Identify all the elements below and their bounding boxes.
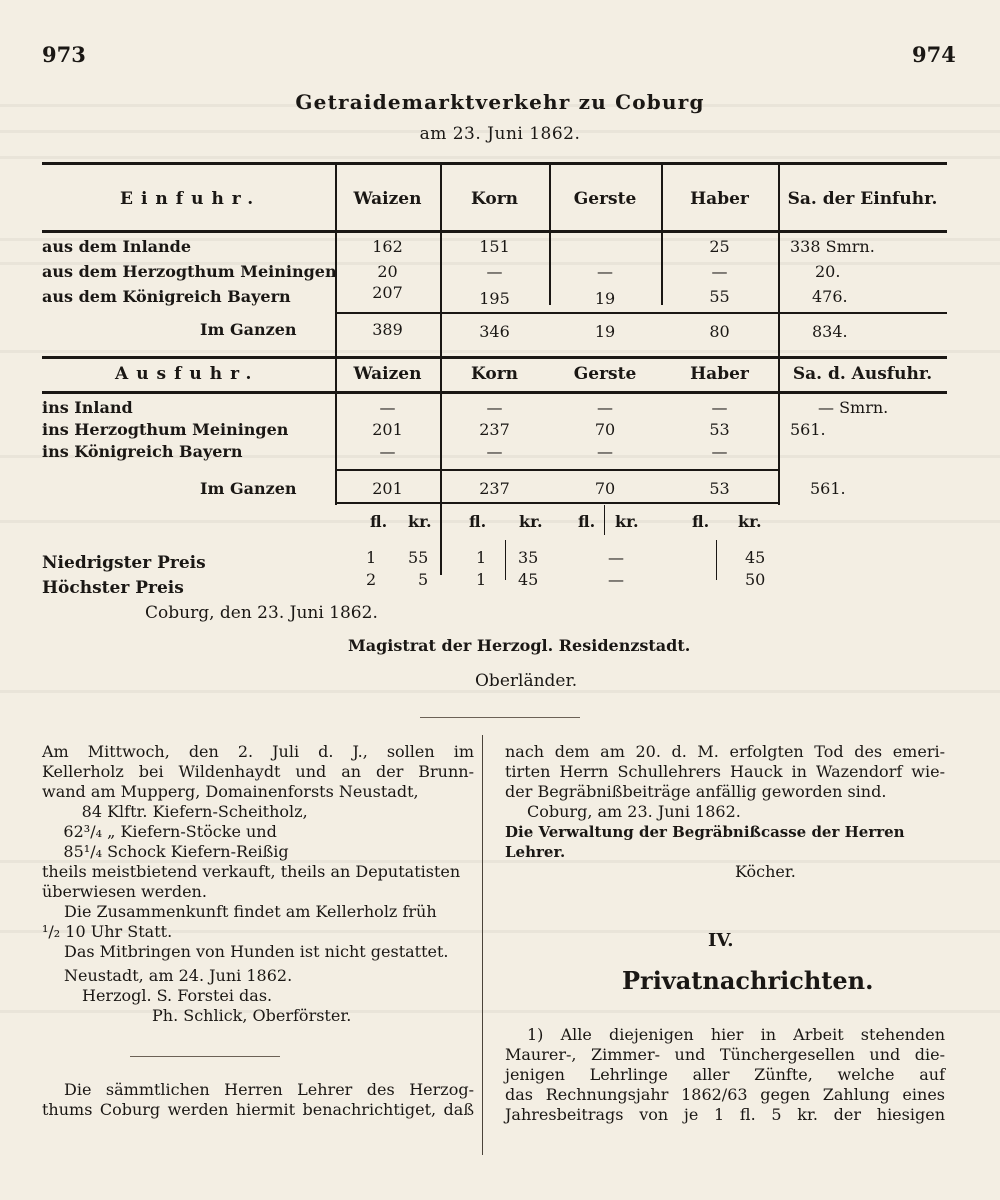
- export-row-label: ins Königreich Bayern: [42, 442, 243, 461]
- export-total-rule: [335, 502, 780, 504]
- notice-line: Die sämmtlichen Herren Lehrer des Herzog-: [64, 1080, 474, 1099]
- market-place-date: Coburg, den 23. Juni 1862.: [145, 603, 378, 623]
- price-korn-kr: 45: [518, 570, 539, 589]
- export-total-sum: 561.: [810, 479, 846, 498]
- page-number-right: 974: [912, 42, 956, 67]
- import-row-haber: —: [711, 262, 728, 281]
- import-row-sum: 476.: [812, 287, 848, 306]
- column-divider: [482, 735, 483, 1155]
- export-row-sum: 561.: [790, 420, 826, 439]
- burial-org: Die Verwaltung der Begräbnißcasse der Herren Lehrer.: [505, 823, 905, 861]
- market-signature: Oberländer.: [475, 671, 578, 691]
- table-top-rule: [42, 162, 947, 165]
- price-haber-kr: 45: [745, 548, 766, 567]
- col-header-waizen: Waizen: [353, 364, 422, 384]
- import-row-waizen: 162: [372, 237, 403, 256]
- market-authority: Magistrat der Herzogl. Residenzstadt.: [348, 636, 691, 655]
- col-header-korn: Korn: [470, 364, 519, 384]
- export-subtotal-rule: [335, 469, 780, 471]
- col-header-korn: Korn: [470, 189, 519, 209]
- export-total-korn: 237: [479, 479, 510, 498]
- unit-fl: fl.: [469, 512, 487, 531]
- notice-line: der Begräbnißbeiträge anfällig geworden sind.: [505, 782, 887, 801]
- price-waizen-kr: 55: [408, 548, 429, 567]
- unit-fl: fl.: [578, 512, 596, 531]
- import-total-gerste: 19: [594, 322, 616, 341]
- wood-qty: 84: [81, 802, 102, 821]
- col-header-gerste: Gerste: [573, 364, 637, 384]
- notice-line: Jahresbeitrags von je 1 fl. 5 kr. der hiesigen: [505, 1105, 945, 1124]
- notice-line: ¹/₂ 10 Uhr Statt.: [42, 922, 173, 941]
- import-row-haber: 25: [709, 237, 730, 256]
- price-gerste: —: [608, 570, 624, 589]
- import-row-sum: 20.: [815, 262, 841, 281]
- col-header-haber: Haber: [690, 189, 749, 209]
- col-header-waizen: Waizen: [353, 189, 422, 209]
- export-row-waizen: —: [379, 442, 396, 461]
- export-total-gerste: 70: [594, 479, 616, 498]
- unit-fl: fl.: [370, 512, 388, 531]
- price-divider-3: [716, 540, 717, 580]
- notice-line: wand am Mupperg, Domainenforsts Neustadt,: [42, 782, 419, 801]
- wood-item: [42, 802, 474, 822]
- notice-line: Maurer-, Zimmer- und Tünchergesellen und die-: [505, 1045, 945, 1064]
- wood-qty: 85¹/₄: [63, 842, 102, 861]
- col-header-gerste: Gerste: [573, 189, 637, 209]
- export-row-haber: —: [711, 398, 728, 417]
- forestry-place-date: Neustadt, am 24. Juni 1862.: [64, 966, 293, 985]
- price-divider-1: [505, 540, 506, 580]
- price-korn-kr: 35: [518, 548, 539, 567]
- export-row-waizen: —: [379, 398, 396, 417]
- notice-line: tirten Herrn Schullehrers Hauck in Wazendorf wie-: [505, 762, 945, 781]
- import-header-rule: [42, 230, 947, 233]
- price-row-label: Höchster Preis: [42, 578, 184, 598]
- export-row-label: ins Inland: [42, 398, 133, 417]
- import-total-label: Im Ganzen: [200, 320, 297, 339]
- forestry-signature: Ph. Schlick, Oberförster.: [152, 1006, 352, 1025]
- notice-line: überwiesen werden.: [42, 882, 207, 901]
- import-row-waizen: 20: [377, 262, 398, 281]
- import-row-gerste: 19: [594, 289, 616, 308]
- price-waizen-kr: 5: [418, 570, 429, 589]
- burial-fund-notice: [505, 742, 945, 882]
- unit-kr: kr.: [738, 512, 762, 531]
- price-haber-kr: 50: [745, 570, 766, 589]
- wood-item: [42, 822, 474, 842]
- import-row-label: aus dem Herzogthum Meiningen: [42, 262, 337, 281]
- market-title: Getraidemarktverkehr zu Coburg: [295, 90, 705, 114]
- export-header-label: Ausfuhr.: [115, 364, 260, 384]
- notice-divider: [130, 1056, 280, 1057]
- section-numeral: IV.: [708, 930, 734, 951]
- page-number-left: 973: [42, 42, 86, 67]
- notice-line: thums Coburg werden hiermit benachrichtiget, daß: [42, 1100, 474, 1119]
- export-row-korn: —: [486, 442, 503, 461]
- notice-line: theils meistbietend verkauft, theils an Deputatisten: [42, 862, 461, 881]
- price-gerste: —: [608, 548, 624, 567]
- notice-line: Die Zusammenkunft findet am Kellerholz früh: [64, 902, 437, 921]
- import-row-korn: 195: [479, 289, 510, 308]
- wood-qty: 62³/₄: [63, 822, 102, 841]
- price-row-label: Niedrigster Preis: [42, 553, 206, 573]
- section-title: Privatnachrichten.: [622, 966, 874, 995]
- export-total-haber: 53: [709, 479, 730, 498]
- export-row-gerste: —: [597, 398, 613, 417]
- teachers-notice: [42, 1080, 474, 1120]
- export-header-rule: [42, 391, 947, 394]
- burial-place-date: Coburg, am 23. Juni 1862.: [527, 802, 741, 821]
- import-row-label: aus dem Inlande: [42, 237, 192, 256]
- import-subtotal-rule: [335, 312, 947, 314]
- price-waizen-fl: 2: [366, 570, 377, 589]
- col-header-haber: Haber: [690, 364, 749, 384]
- price-korn-fl: 1: [476, 548, 487, 567]
- import-row-waizen: 207: [372, 283, 403, 302]
- forestry-office: Herzogl. S. Forstei das.: [82, 986, 273, 1005]
- export-row-gerste: 70: [594, 420, 616, 439]
- import-row-sum: 338 Smrn.: [790, 237, 875, 256]
- notice-line: Kellerholz bei Wildenhaydt und an der Brunn-: [42, 762, 474, 781]
- unit-kr: kr.: [615, 512, 639, 531]
- col-header-sum-import: Sa. der Einfuhr.: [787, 189, 938, 209]
- wood-desc: Klftr. Kiefern-Scheitholz,: [107, 802, 308, 821]
- import-total-korn: 346: [479, 322, 510, 341]
- price-korn-fl: 1: [476, 570, 487, 589]
- import-row-korn: —: [486, 262, 503, 281]
- import-total-sum: 834.: [812, 322, 848, 341]
- col-divider-3: [549, 165, 551, 305]
- private-notice: [505, 1025, 945, 1125]
- notice-line: Das Mitbringen von Hunden ist nicht gestattet.: [64, 942, 449, 961]
- import-row-label: aus dem Königreich Bayern: [42, 287, 291, 306]
- wood-desc: „ Kiefern-Stöcke und: [107, 822, 277, 841]
- export-row-korn: 237: [479, 420, 510, 439]
- import-total-haber: 80: [709, 322, 730, 341]
- market-date: am 23. Juni 1862.: [419, 124, 581, 144]
- export-row-haber: 53: [709, 420, 730, 439]
- section-divider: [420, 717, 580, 718]
- export-row-sum: — Smrn.: [818, 398, 889, 417]
- unit-kr: kr.: [408, 512, 432, 531]
- export-top-rule: [42, 356, 947, 359]
- price-waizen-fl: 1: [366, 548, 377, 567]
- import-row-gerste: —: [597, 262, 613, 281]
- export-row-gerste: —: [597, 442, 613, 461]
- notice-line: jenigen Lehrlinge aller Zünfte, welche auf: [505, 1065, 945, 1084]
- import-total-waizen: 389: [372, 320, 403, 339]
- export-total-waizen: 201: [372, 479, 403, 498]
- col-divider-5: [778, 165, 780, 505]
- export-row-label: ins Herzogthum Meiningen: [42, 420, 289, 439]
- price-divider-2: [604, 505, 605, 535]
- wood-desc: Schock Kiefern-Reißig: [107, 842, 289, 861]
- notice-line: Am Mittwoch, den 2. Juli d. J., sollen im: [42, 742, 474, 761]
- import-header-label: Einfuhr.: [120, 189, 262, 209]
- export-row-waizen: 201: [372, 420, 403, 439]
- col-header-sum-export: Sa. d. Ausfuhr.: [792, 364, 933, 384]
- burial-signature: Köcher.: [735, 862, 796, 881]
- unit-kr: kr.: [519, 512, 543, 531]
- notice-line: 1) Alle diejenigen hier in Arbeit stehenden: [527, 1025, 945, 1044]
- forestry-notice: [42, 742, 474, 1026]
- col-divider-4: [661, 165, 663, 305]
- notice-line: nach dem am 20. d. M. erfolgten Tod des emeri-: [505, 742, 945, 761]
- export-row-korn: —: [486, 398, 503, 417]
- export-row-haber: —: [711, 442, 728, 461]
- unit-fl: fl.: [692, 512, 710, 531]
- import-row-korn: 151: [479, 237, 510, 256]
- export-total-label: Im Ganzen: [200, 479, 297, 498]
- import-row-haber: 55: [709, 287, 730, 306]
- wood-item: [42, 842, 474, 862]
- notice-line: das Rechnungsjahr 1862/63 gegen Zahlung eines: [505, 1085, 945, 1104]
